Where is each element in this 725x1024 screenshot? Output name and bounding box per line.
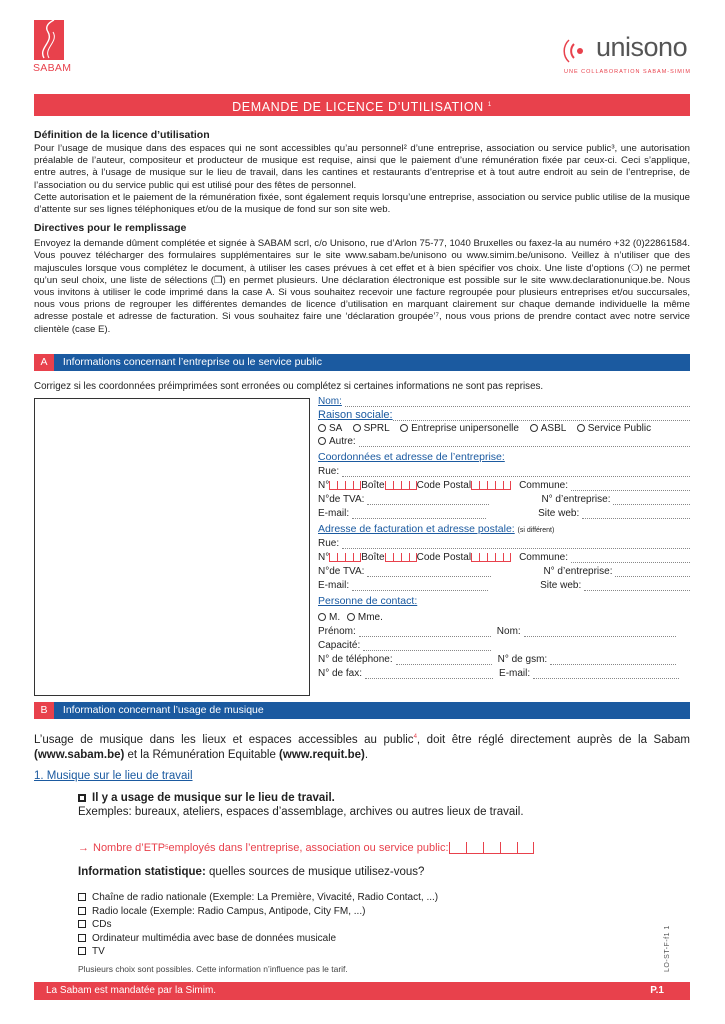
factu-code-postal-label: Code Postal [416,552,472,563]
info-stat: Information statistique: quelles sources de musique utilisez-vous? [78,866,425,878]
numero-label: N° [318,480,330,491]
capacite-label: Capacité: [318,640,361,651]
prenom-label: Prénom: [318,626,356,637]
email-field[interactable] [352,508,486,519]
email-label: E-mail: [318,508,350,519]
nom-label: Nom: [318,396,342,407]
page-title: DEMANDE DE LICENCE D’UTILISATION [232,100,484,115]
usage-checkbox-row[interactable]: Il y a usage de musique sur le lieu de travail. [78,792,524,804]
section-a-title: Informations concernant l’entreprise ou le service public [62,356,323,368]
option-asbl[interactable]: ASBL [530,423,566,434]
definition-paragraph-2: Cette autorisation et le paiement de la rémunération fixée, sont également requis lorsqu’une entreprise, association ou service public utilise de la musique d’attente sur ses lignes téléphoniques et/ou de la musique de fond sur son site web. [34,191,690,216]
tva-field[interactable] [367,494,489,505]
factu-commune-field[interactable] [571,553,690,563]
capacite-field[interactable] [363,640,491,651]
fax-label: N° de fax: [318,668,363,679]
factu-no-entreprise-field[interactable] [615,566,690,577]
factu-site-web-label: Site web: [540,580,582,591]
footer-mandate: La Sabam est mandatée par la Simim. [46,985,217,996]
site-web-label: Site web: [538,508,580,519]
source-radio-nationale[interactable]: Chaîne de radio nationale (Exemple: La Première, Vivacité, Radio Contact, ...) [78,891,438,905]
option-sa[interactable]: SA [318,423,342,434]
rue-label: Rue: [318,466,340,477]
directives-heading: Directives pour le remplissage [34,222,187,235]
boite-label: Boîte [361,480,385,491]
factu-numero-label: N° [318,552,330,563]
title-bar [34,94,690,116]
telephone-field[interactable] [396,654,492,665]
commune-field[interactable] [571,481,690,491]
option-entreprise-unipersonelle[interactable]: Entreprise unipersonelle [400,423,519,434]
section-b-bar [34,702,690,719]
tva-label: N°de TVA: [318,494,365,505]
factu-site-web-field[interactable] [584,580,690,591]
factu-numero-boxes[interactable] [329,553,361,562]
factu-email-label: E-mail: [318,580,350,591]
contact-nom-field[interactable] [524,626,676,637]
page-number: P.1 [650,985,664,996]
facturation-note: (si différent) [517,527,555,534]
source-cds[interactable]: CDs [78,918,438,932]
commune-label: Commune: [519,480,568,491]
document-code: LO-ST-F-f1 1 [664,925,671,972]
gsm-label: N° de gsm: [497,654,548,665]
arrow-icon: → [78,842,89,854]
factu-commune-label: Commune: [519,552,568,563]
telephone-label: N° de téléphone: [318,654,393,665]
exemples-text: Exemples: bureaux, ateliers, espaces d’assemblage, archives ou autres lieux de travail. [78,806,524,818]
usage-checkbox[interactable] [78,794,86,802]
footer-bar [34,982,690,1000]
autre-field[interactable] [359,436,690,447]
site-web-field[interactable] [582,508,690,519]
sabam-logo [33,20,72,76]
option-m[interactable]: M. [318,612,340,623]
factu-no-entreprise-label: N° d’entreprise: [543,566,613,577]
factu-boite-label: Boîte [361,552,385,563]
sabam-logo-mark [34,20,64,60]
no-entreprise-field[interactable] [613,494,690,505]
source-radio-locale[interactable]: Radio locale (Exemple: Radio Campus, Antipode, City FM, ...) [78,905,438,919]
contact-heading: Personne de contact: [318,595,418,607]
raison-sociale-label: Raison sociale: [318,409,393,421]
preprinted-address-box[interactable] [34,398,310,696]
factu-boite-boxes[interactable] [385,553,417,562]
no-entreprise-label: N° d’entreprise: [541,494,611,505]
subsection-workplace: 1. Musique sur le lieu de travail [34,770,193,782]
contact-email-label: E-mail: [499,668,531,679]
coordonnees-heading: Coordonnées et adresse de l’entreprise: [318,451,505,463]
section-b-title: Information concernant l’usage de musique [62,704,264,716]
section-b-intro: L’usage de musique dans les lieux et espaces accessibles au public$^4$, doit être réglé directement auprès de la Sabam (www.sabam.be) et la Rémunération Equitable (www.requit.be). [34,733,690,761]
rue-field[interactable] [342,466,690,477]
contact-email-field[interactable] [533,668,679,679]
contact-nom-label: Nom: [496,626,521,637]
etp-row: → Nombre d’ETP 5 employés dans l’entreprise, association ou service public: [78,842,534,854]
unisono-tagline: UNE COLLABORATION SABAM-SIMIM [564,69,691,75]
directives-paragraph: Envoyez la demande dûment complétée et signée à SABAM scrl, c/o Unisono, rue d’Arlon 75-77, 1040 Bruxelles ou faxez-la au numéro +32 (0)22861584. Vous pouvez télécharger des formulaires supplémentaires sur le site www.sabam.be/unisono ou www.simim.be/unisono. Veillez à n’utiliser que des majuscules lorsque vous complétez le document, à utiliser les cases prévues à cet effet et à bien spécifier vos choix. Une liste d’options (❍) ne permet qu’un seul choix, une liste de sélections (❒) en permet plusieurs. Une déclaration électronique est possible sur le site www.declarationunique.be. Nous vous invitons à utiliser le code imprimé dans la case A. Si vous souhaitez recevoir une facture regroupée pour plusieurs entreprises et/ou succursales, nous vous prions de regrouper les différentes demandes de licence d’utilisation en marquant clairement sur chaque demande individuelle la même adresse postale et adresse de facturation. Si vous souhaitez faire une ‘déclaration groupée’⁷, nous vous prions de prendre contact avec notre service clientèle (case E). [34,238,690,335]
definition-heading: Définition de la licence d’utilisation [34,129,210,141]
title-footnote: 1 [487,102,492,108]
facturation-heading: Adresse de facturation et adresse postale: [318,523,515,535]
factu-rue-label: Rue: [318,538,340,549]
factu-code-postal-boxes[interactable] [471,553,511,562]
option-mme[interactable]: Mme. [347,612,383,623]
unisono-logo-text: unisono [596,32,688,62]
prenom-field[interactable] [359,626,491,637]
section-a-bar [34,354,690,371]
source-tv[interactable]: TV [78,945,438,959]
nom-field[interactable] [345,396,690,407]
option-sprl[interactable]: SPRL [353,423,390,434]
option-service-public[interactable]: Service Public [577,423,651,434]
unisono-waves-icon [562,36,592,66]
code-postal-boxes[interactable] [471,481,511,490]
factu-tva-field[interactable] [367,566,491,577]
etp-boxes[interactable] [449,842,534,854]
factu-email-field[interactable] [352,580,488,591]
plusieurs-note: Plusieurs choix sont possibles. Cette information n’influence pas le tarif. [78,964,348,974]
gsm-field[interactable] [550,654,676,665]
factu-tva-label: N°de TVA: [318,566,365,577]
section-b-letter: B [34,702,54,719]
unisono-logo [562,32,692,80]
option-autre[interactable]: Autre: [318,436,356,447]
numero-boxes[interactable] [329,481,361,490]
section-a-letter: A [34,354,54,371]
sabam-logo-text: SABAM [33,62,72,74]
source-ordinateur[interactable]: Ordinateur multimédia avec base de données musicale [78,932,438,946]
fax-field[interactable] [365,668,493,679]
boite-boxes[interactable] [385,481,417,490]
factu-rue-field[interactable] [342,538,690,549]
code-postal-label: Code Postal [416,480,472,491]
section-a-note: Corrigez si les coordonnées préimprimées sont erronées ou complétez si certaines informations ne sont pas reprises. [34,381,544,392]
definition-paragraph-1: Pour l’usage de musique dans des espaces qui ne sont accessibles qu’au personnel² d’une entreprise, association ou service public³, une autorisation préalable de l’auteur, compositeur et producteur de musique est requise, ainsi que le paiement d’une rémunération fixée par ceux-ci. Ceci s’applique, entre autres, à l’usage de musique sur le lieu de travail, dans les cantines et restaurants d’entreprise et à tout autre endroit au sein de l’entreprise, de l’association ou du service public qui est utilisé pour des fêtes de personnel. [34,143,690,191]
